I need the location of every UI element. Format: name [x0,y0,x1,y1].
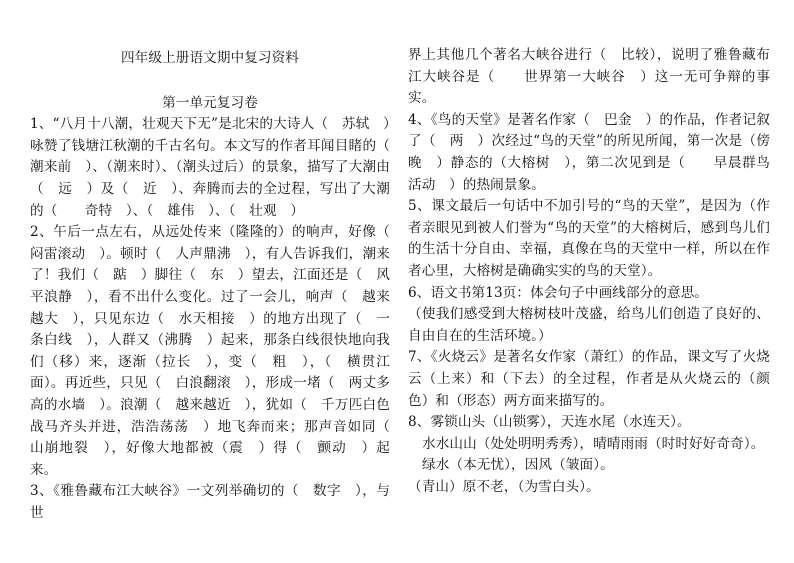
question-6-answer: （使我们感受到大榕树枝叶茂盛，给鸟儿们创造了良好的、自由自在的生活环境。） [408,306,770,344]
question-6: 6、语文书第13页：体会句子中画线部分的意思。 [408,284,709,301]
left-column [30,0,404,524]
question-7: 7、《火烧云》是著名女作家（萧红）的作品，课文写了火烧云（上来）和（下去）的全过程，作者是从火烧云的（颜色）和（形态）两方面来描写的。 [408,349,770,409]
question-5: 5、课文最后一句话中不加引号的“鸟的天堂”，是因为（作者亲眼见到被人们誉为“鸟的天堂”的大榕树后，感到鸟儿们的生活十分自由、幸福，真像在鸟的天堂中一样，所以在作者心里，大榕树是确确实实的鸟的天堂）。 [408,198,770,279]
question-2: 2、午后一点左右，从远处传来（隆隆的）的响声，好像（ 闷雷滚动 ）。顿时（ 人声鼎沸 ），有人告诉我们，潮来了！我们（ 踮 ）脚往（ 东 ）望去，江面还是（ 风平浪静 ），看不出什么变化。过了一会儿，响声（ 越来越大 ），只见东边（ 水天相接 ）的地方出现了（ 一条白线 ），人群又（沸腾 ）起来，那条白线很快地向我们（移）来，逐渐（拉长 ），变（ 粗 ），（ 横贯江面）。再近些，只见（ 白浪翻滚 ），形成一堵（ 两丈多高的水墙 ）。浪潮（ 越来越近 ），犹如（ 千万匹白色战马齐头并进，浩浩荡荡 ）地飞奔而来；那声音如同（ 山崩地裂 ），好像大地都被（震 ）得（ 颤动 ）起来。 [30,224,404,478]
unit-title: 第一单元复习卷 [162,94,258,111]
question-3: 3、《雅鲁藏布江大峡谷》一文列举确切的（ 数字 ），与世 [30,483,390,521]
document-title: 四年级上册语文期中复习资料 [120,50,300,66]
question-8-line-2: 水水山山（处处明明秀秀），晴晴雨雨（时时好好奇奇）。 [422,435,765,452]
question-8-line-4: （青山）原不老，（为雪白头）。 [408,478,600,495]
question-3-continued: 界上其他几个著名大峡谷进行（ 比较），说明了雅鲁藏布江大峡谷是（ 世界第一大峡谷 ）这一无可争辩的事实。 [408,47,770,107]
question-1: 1、“八月十八潮，壮观天下无”是北宋的大诗人（ 苏轼 ）咏赞了钱塘江秋潮的千古名句。本文写的作者耳闻目睹的（ 潮来前 ）、（潮来时）、（潮头过后）的景象，描写了大潮由（ 远 ）及（ 近 ）、奔腾而去的全过程，写出了大潮的（ 奇特 ）、（ 雄伟 ）、（ 壮观 ） [30,116,404,219]
right-column [408,0,770,498]
question-8-line-3: 绿水（本无忧），因风（皱面）。 [422,457,614,474]
question-8: 8、雾锁山头（山锁雾），天连水尾（水连天）。 [408,414,691,431]
question-4: 4、《鸟的天堂》是著名作家（ 巴金 ）的作品，作者记叙了（ 两 ）次经过“鸟的天堂”的所见所闻，第一次是（傍晚 ）静态的（大榕树 ），第二次见到是（ 早晨群鸟活动 ）的热闹景象。 [408,111,770,193]
